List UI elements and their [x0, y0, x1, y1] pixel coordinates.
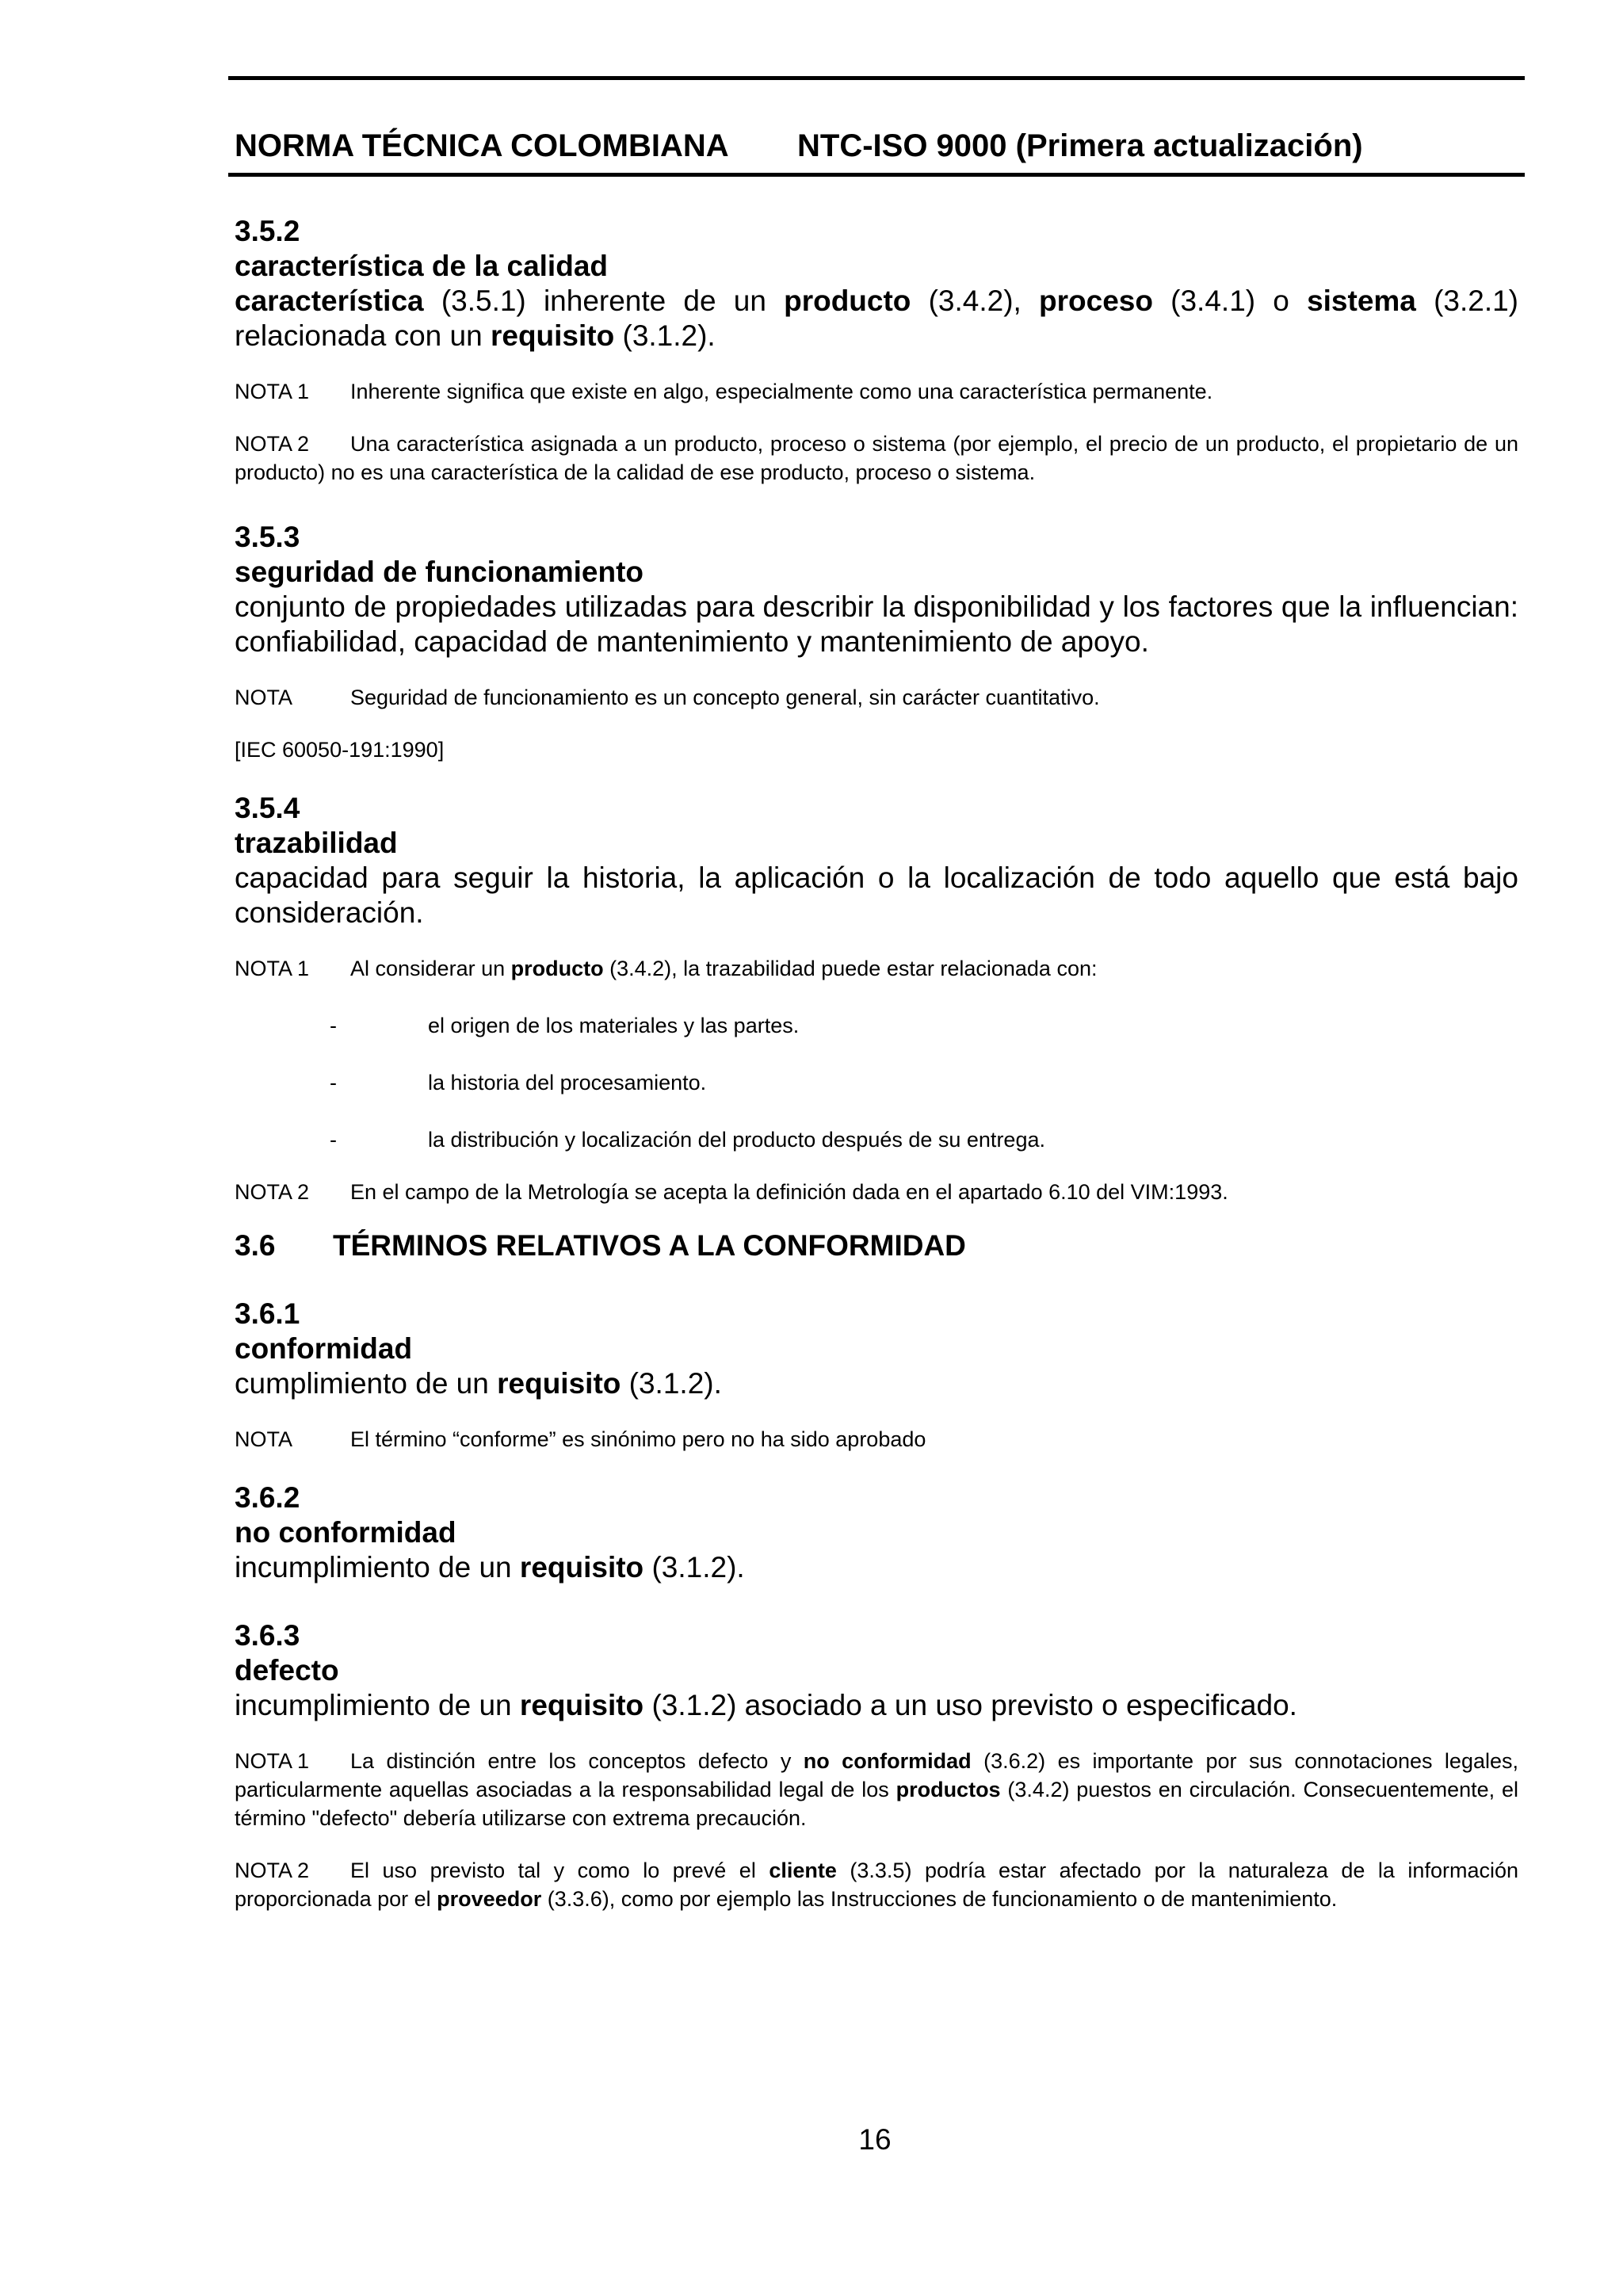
- section-number: 3.6.2: [235, 1481, 300, 1514]
- note-2: NOTA 2 El uso previsto tal y como lo prevé el cliente (3.3.5) podría estar afectado por la naturaleza de la información proporcionada por el proveedor (3.3.6), como por ejemplo las Instrucciones de funcionamiento o de mantenimiento.: [235, 1856, 1518, 1913]
- term-definition: capacidad para seguir la historia, la aplicación o la localización de todo aquello que está bajo consideración.: [235, 861, 1518, 929]
- note-text: En el campo de la Metrología se acepta la definición dada en el apartado 6.10 del VIM:1993.: [350, 1180, 1228, 1204]
- note-label: NOTA 2: [235, 1859, 310, 1882]
- note-text: El término “conforme” es sinónimo pero no ha sido aprobado: [350, 1427, 926, 1451]
- list-item: - la distribución y localización del producto después de su entrega.: [330, 1128, 1045, 1152]
- section-3-6-1: [235, 1297, 1518, 1454]
- section-number: 3.5.4: [235, 792, 300, 824]
- header-standard-title: NORMA TÉCNICA COLOMBIANA: [235, 128, 729, 163]
- section-3-5-4: [235, 791, 1518, 1206]
- term-name: seguridad de funcionamiento: [235, 556, 643, 588]
- note-label: NOTA 2: [235, 1180, 310, 1204]
- section-number: 3.6.1: [235, 1297, 300, 1330]
- term-name: no conformidad: [235, 1516, 456, 1549]
- term-definition: cumplimiento de un requisito (3.1.2).: [235, 1367, 722, 1400]
- section-3-6-2: [235, 1480, 1518, 1585]
- list-item: - el origen de los materiales y las partes.: [330, 1014, 800, 1037]
- note-label: NOTA 1: [235, 1749, 310, 1773]
- section-number: 3.5.2: [235, 215, 300, 247]
- note-1: [235, 377, 1518, 406]
- note-label: NOTA 2: [235, 432, 310, 456]
- note-label: NOTA 1: [235, 957, 310, 980]
- reference: [IEC 60050-191:1990]: [235, 738, 445, 762]
- term-name: defecto: [235, 1654, 339, 1687]
- term-definition: característica (3.5.1) inherente de un producto (3.4.2), proceso (3.4.1) o sistema (3.2.1) relacionada con un requisito (3.1.2).: [235, 285, 1519, 352]
- note-1: NOTA 1 La distinción entre los conceptos defecto y no conformidad (3.6.2) es importante por sus connotaciones legales, particularmente aquellas asociadas a la responsabilidad legal de los productos (3.4.2) puestos en circulación. Consecuentemente, el término "defecto" debería utilizarse con extrema precaución.: [235, 1747, 1518, 1832]
- list-item: - la historia del procesamiento.: [330, 1071, 707, 1095]
- note-2: [235, 1178, 1518, 1206]
- note-label: NOTA 1: [235, 380, 310, 403]
- term-name: conformidad: [235, 1332, 413, 1365]
- term-definition: conjunto de propiedades utilizadas para describir la disponibilidad y los factores que la influencian: confiabilidad, capacidad de mantenimiento y mantenimiento de apoyo.: [235, 590, 1518, 658]
- section-3-5-2: [235, 214, 1518, 487]
- section-3-5-3: [235, 520, 1518, 764]
- note-text: Inherente significa que existe en algo, especialmente como una característica permanente.: [350, 380, 1213, 403]
- note-label: NOTA: [235, 1427, 292, 1451]
- note-label: NOTA: [235, 686, 292, 709]
- header-standard-code: NTC-ISO 9000 (Primera actualización): [797, 128, 1363, 163]
- note: [235, 683, 1518, 712]
- note-2: [235, 430, 1518, 487]
- header-bottom-rule: [228, 173, 1525, 177]
- term-name: trazabilidad: [235, 827, 398, 859]
- section-3-6-heading: 3.6 TÉRMINOS RELATIVOS A LA CONFORMIDAD: [235, 1229, 966, 1262]
- note-1: NOTA 1 Al considerar un producto (3.4.2), la trazabilidad puede estar relacionada con:: [235, 954, 1518, 983]
- page-body: [235, 214, 1518, 1913]
- note-text: Una característica asignada a un producto, proceso o sistema (por ejemplo, el precio de un producto, el propietario de un producto) no es una característica de la calidad de ese producto, proceso o sistema.: [235, 432, 1518, 484]
- page-number: 16: [858, 2123, 892, 2156]
- note: [235, 1425, 1518, 1454]
- section-number: 3.5.3: [235, 521, 300, 553]
- header-top-rule: [228, 76, 1525, 80]
- term-definition: incumplimiento de un requisito (3.1.2).: [235, 1551, 745, 1584]
- section-3-6-3: [235, 1618, 1518, 1913]
- note-text: Seguridad de funcionamiento es un concepto general, sin carácter cuantitativo.: [350, 686, 1100, 709]
- term-definition: incumplimiento de un requisito (3.1.2) asociado a un uso previsto o especificado.: [235, 1689, 1297, 1721]
- term-name: característica de la calidad: [235, 250, 608, 282]
- section-number: 3.6.3: [235, 1619, 300, 1652]
